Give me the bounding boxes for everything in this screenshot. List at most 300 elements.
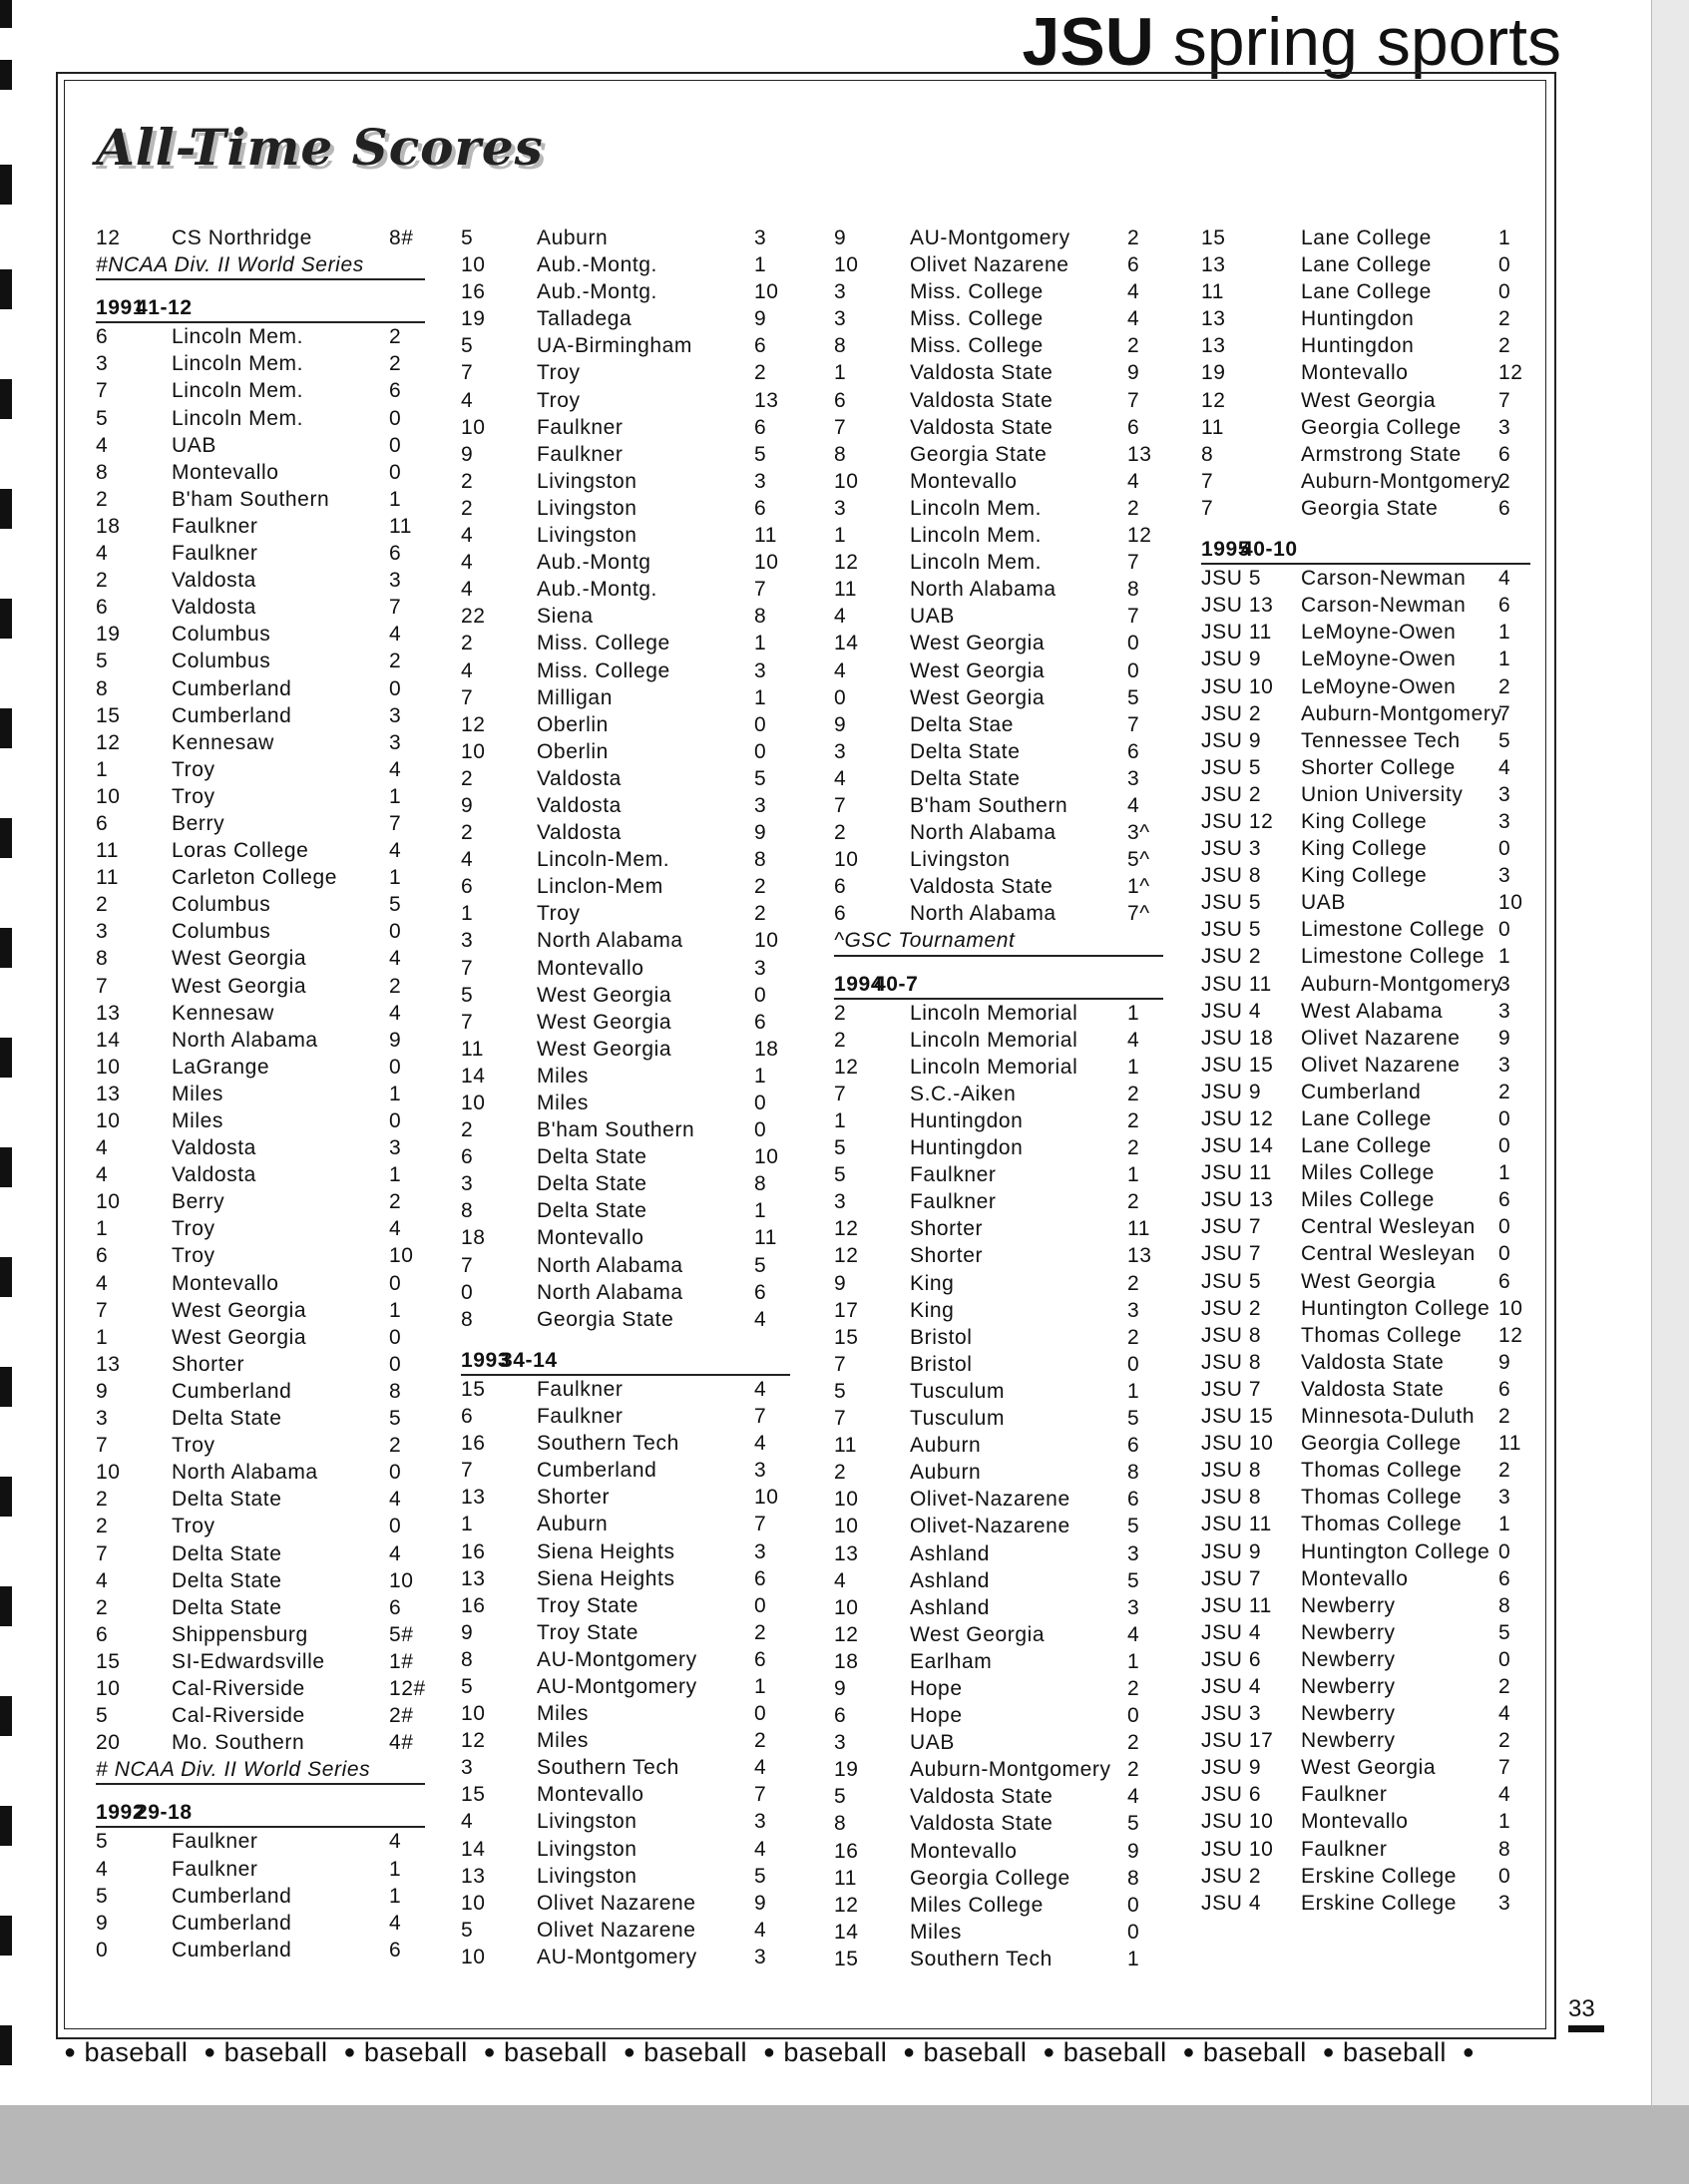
score-row bbox=[834, 657, 1163, 684]
opponent: Troy bbox=[172, 1434, 215, 1458]
score-row bbox=[1201, 1079, 1530, 1105]
score-row bbox=[1201, 1890, 1530, 1917]
opponent: Montevallo bbox=[1301, 361, 1409, 385]
opponent: Lincoln Mem. bbox=[172, 379, 304, 403]
opponent-score: 1 bbox=[389, 1082, 402, 1105]
score-row bbox=[461, 1646, 790, 1673]
score-row bbox=[1201, 1484, 1530, 1511]
opponent: Troy bbox=[172, 757, 215, 781]
opponent-score: 6 bbox=[389, 1595, 402, 1619]
score-row bbox=[834, 1242, 1163, 1269]
opponent-score: 2 bbox=[1127, 1109, 1140, 1132]
score-row bbox=[461, 765, 790, 792]
opponent-score: 6 bbox=[389, 1938, 402, 1962]
season-year: 1993 bbox=[461, 1348, 511, 1372]
opponent: North Alabama bbox=[910, 821, 1056, 845]
opponent-score: 0 bbox=[1498, 1647, 1511, 1671]
opponent-score: 1 bbox=[1127, 1001, 1140, 1025]
opponent-score: 2 bbox=[1498, 674, 1511, 698]
opponent: Miles bbox=[172, 1109, 224, 1132]
season-record: 40-10 bbox=[1241, 538, 1298, 562]
jsu-score: 2 bbox=[96, 1515, 109, 1538]
jsu-score: JSU 8 bbox=[1201, 864, 1262, 888]
opponent: Olivet Nazarene bbox=[910, 253, 1069, 277]
jsu-score: 19 bbox=[461, 307, 486, 331]
opponent-score: 4 bbox=[1127, 1622, 1140, 1646]
score-row bbox=[834, 1946, 1163, 1972]
jsu-score: 9 bbox=[96, 1911, 109, 1935]
opponent-score: 3 bbox=[1498, 999, 1511, 1023]
jsu-score: 15 bbox=[461, 1783, 486, 1807]
opponent-score: 7 bbox=[754, 578, 767, 602]
score-row bbox=[1201, 1863, 1530, 1890]
opponent: Faulkner bbox=[537, 442, 624, 466]
score-row bbox=[461, 305, 790, 332]
opponent-score: 7 bbox=[754, 1783, 767, 1807]
jsu-score: 2 bbox=[834, 1461, 847, 1485]
opponent-score: 10 bbox=[1498, 891, 1523, 915]
jsu-score: 4 bbox=[461, 848, 474, 872]
opponent-score: 8 bbox=[389, 1379, 402, 1403]
jsu-score: 3 bbox=[461, 1756, 474, 1780]
score-row bbox=[834, 1324, 1163, 1351]
jsu-score: JSU 11 bbox=[1201, 1513, 1272, 1536]
score-row bbox=[834, 765, 1163, 792]
score-row bbox=[1201, 359, 1530, 386]
opponent-score: 2 bbox=[389, 352, 402, 376]
jsu-score: 8 bbox=[834, 442, 847, 466]
score-row bbox=[834, 1621, 1163, 1648]
score-row bbox=[834, 495, 1163, 522]
score-row bbox=[96, 1324, 425, 1351]
opponent: West Georgia bbox=[910, 685, 1046, 709]
score-row bbox=[461, 630, 790, 656]
season-year: 1992 bbox=[96, 1801, 146, 1825]
score-row bbox=[834, 1648, 1163, 1675]
score-row bbox=[96, 1729, 425, 1756]
score-row bbox=[96, 1027, 425, 1054]
score-row bbox=[834, 305, 1163, 332]
footnote-text: # NCAA Div. II World Series bbox=[96, 1758, 371, 1782]
score-row bbox=[461, 657, 790, 684]
jsu-score: 1 bbox=[834, 524, 847, 548]
jsu-score: 7 bbox=[834, 415, 847, 439]
score-row bbox=[461, 1170, 790, 1197]
opponent: Livingston bbox=[537, 1864, 637, 1888]
jsu-score: 18 bbox=[834, 1649, 859, 1673]
opponent: CS Northridge bbox=[172, 226, 312, 249]
opponent: Auburn bbox=[910, 1461, 982, 1485]
opponent: West Georgia bbox=[1301, 388, 1437, 412]
score-row bbox=[834, 792, 1163, 819]
score-row bbox=[834, 630, 1163, 656]
jsu-score: 16 bbox=[461, 280, 486, 304]
opponent: Newberry bbox=[1301, 1729, 1396, 1753]
opponent: West Georgia bbox=[537, 1037, 672, 1061]
jsu-score: JSU 5 bbox=[1201, 567, 1262, 591]
opponent: King College bbox=[1301, 809, 1428, 833]
score-row bbox=[834, 1756, 1163, 1783]
jsu-score: 14 bbox=[461, 1064, 486, 1088]
score-row bbox=[1201, 889, 1530, 916]
jsu-score: 6 bbox=[461, 875, 474, 899]
jsu-score: JSU 12 bbox=[1201, 1107, 1274, 1130]
opponent-score: 11 bbox=[1127, 1217, 1150, 1241]
opponent-score: 0 bbox=[754, 1118, 767, 1142]
score-row bbox=[834, 441, 1163, 468]
score-row bbox=[1201, 1781, 1530, 1808]
score-row bbox=[96, 1297, 425, 1324]
opponent-score: 7 bbox=[754, 1405, 767, 1429]
jsu-score: 13 bbox=[461, 1486, 486, 1510]
opponent: Lincoln Memorial bbox=[910, 1028, 1078, 1052]
jsu-score: 3 bbox=[461, 929, 474, 953]
jsu-score: 16 bbox=[461, 1539, 486, 1563]
jsu-score: 6 bbox=[96, 1622, 109, 1646]
score-row bbox=[461, 224, 790, 251]
opponent: West Georgia bbox=[910, 632, 1046, 655]
opponent: Minnesota-Duluth bbox=[1301, 1405, 1476, 1429]
jsu-score: 13 bbox=[461, 1566, 486, 1590]
score-row bbox=[96, 1405, 425, 1432]
opponent: Valdosta bbox=[172, 569, 256, 593]
opponent-score: 0 bbox=[1498, 837, 1511, 861]
binding-mark bbox=[0, 1477, 12, 1517]
opponent-score: 7 bbox=[1127, 605, 1140, 629]
opponent: Faulkner bbox=[172, 542, 258, 566]
score-row bbox=[96, 918, 425, 945]
opponent-score: 8 bbox=[754, 848, 767, 872]
opponent: Lincoln Mem. bbox=[172, 352, 304, 376]
season-year: 1991 bbox=[96, 296, 146, 320]
jsu-score: 6 bbox=[461, 1145, 474, 1169]
opponent: Cumberland bbox=[172, 1884, 292, 1908]
opponent: B'ham Southern bbox=[172, 487, 330, 511]
score-row bbox=[96, 405, 425, 432]
opponent: Cumberland bbox=[172, 1911, 292, 1935]
opponent-score: 1 bbox=[1498, 1161, 1511, 1185]
opponent-score: 4 bbox=[1498, 1783, 1511, 1807]
opponent-score: 0 bbox=[1498, 1215, 1511, 1239]
jsu-score: 14 bbox=[834, 632, 859, 655]
score-row bbox=[834, 468, 1163, 495]
opponent-score: 0 bbox=[389, 1055, 402, 1079]
opponent-score: 13 bbox=[1127, 1244, 1152, 1268]
opponent: UA-Birmingham bbox=[537, 334, 692, 358]
score-row bbox=[461, 359, 790, 386]
score-row bbox=[96, 1856, 425, 1883]
opponent-score: 1 bbox=[1498, 945, 1511, 969]
jsu-score: 2 bbox=[461, 469, 474, 493]
jsu-score: 11 bbox=[461, 1037, 484, 1061]
score-row bbox=[461, 1063, 790, 1090]
score-row bbox=[1201, 1538, 1530, 1565]
jsu-score: 20 bbox=[96, 1731, 121, 1755]
jsu-score: 10 bbox=[96, 1109, 121, 1132]
opponent-score: 2 bbox=[1127, 1325, 1140, 1349]
opponent-score: 1 bbox=[389, 784, 402, 808]
jsu-score: 10 bbox=[834, 1515, 859, 1538]
jsu-score: 12 bbox=[834, 1622, 859, 1646]
jsu-score: 3 bbox=[834, 1190, 847, 1214]
opponent: AU-Montgomery bbox=[537, 1945, 697, 1968]
opponent-score: 4 bbox=[389, 1541, 402, 1565]
opponent: Montevallo bbox=[172, 460, 279, 484]
score-row bbox=[96, 702, 425, 729]
jsu-score: 8 bbox=[461, 1199, 474, 1223]
opponent: Hope bbox=[910, 1704, 963, 1728]
score-row bbox=[834, 900, 1163, 927]
jsu-score: 9 bbox=[461, 1620, 474, 1644]
score-row bbox=[1201, 998, 1530, 1025]
opponent-score: 1 bbox=[1498, 621, 1511, 645]
score-row bbox=[834, 1027, 1163, 1054]
opponent-score: 18 bbox=[754, 1037, 779, 1061]
jsu-score: 3 bbox=[96, 1407, 109, 1431]
header-title-bold: JSU bbox=[1022, 4, 1154, 80]
opponent: Valdosta State bbox=[910, 415, 1054, 439]
opponent: SI-Edwardsville bbox=[172, 1649, 325, 1673]
opponent: Cumberland bbox=[172, 676, 292, 700]
binding-mark bbox=[0, 269, 12, 309]
opponent: Auburn-Montgomery bbox=[1301, 972, 1502, 996]
opponent-score: 8 bbox=[1498, 1593, 1511, 1617]
jsu-score: 14 bbox=[834, 1920, 859, 1944]
footer-word: baseball bbox=[84, 2037, 189, 2067]
bullet-icon: ● bbox=[64, 2041, 77, 2063]
opponent: Aub.-Montg. bbox=[537, 578, 657, 602]
binding-mark bbox=[0, 379, 12, 419]
score-row bbox=[834, 549, 1163, 576]
opponent: Faulkner bbox=[1301, 1837, 1388, 1861]
score-row bbox=[461, 1863, 790, 1890]
binding-mark bbox=[0, 0, 12, 28]
opponent: Montevallo bbox=[910, 469, 1018, 493]
opponent-score: 5 bbox=[754, 1864, 767, 1888]
footer-word: baseball bbox=[643, 2037, 747, 2067]
opponent: Shorter bbox=[910, 1217, 984, 1241]
jsu-score: 5 bbox=[96, 1884, 109, 1908]
score-row bbox=[1201, 1132, 1530, 1159]
opponent-score: 3 bbox=[389, 1136, 402, 1160]
jsu-score: JSU 2 bbox=[1201, 701, 1262, 725]
opponent: Livingston bbox=[537, 469, 637, 493]
opponent: Miss. College bbox=[537, 632, 670, 655]
jsu-score: JSU 3 bbox=[1201, 837, 1262, 861]
opponent-score: 2 bbox=[1498, 1729, 1511, 1753]
score-row bbox=[834, 414, 1163, 441]
jsu-score: 8 bbox=[96, 947, 109, 971]
opponent-score: 0 bbox=[754, 1092, 767, 1114]
opponent: Miles bbox=[537, 1702, 590, 1726]
jsu-score: 10 bbox=[96, 1676, 121, 1700]
opponent: Miles College bbox=[1301, 1161, 1435, 1185]
opponent-score: 0 bbox=[389, 1515, 402, 1538]
jsu-score: 12 bbox=[834, 1055, 859, 1079]
jsu-score: 6 bbox=[834, 1704, 847, 1728]
score-row bbox=[461, 900, 790, 927]
binding-mark bbox=[0, 489, 12, 529]
opponent: Valdosta bbox=[537, 766, 622, 790]
jsu-score: 12 bbox=[96, 226, 121, 249]
opponent: West Georgia bbox=[172, 1325, 307, 1349]
season-record: 29-18 bbox=[136, 1801, 193, 1825]
jsu-score: 14 bbox=[461, 1837, 486, 1861]
opponent-score: 2 bbox=[1498, 334, 1511, 358]
opponent: Valdosta State bbox=[1301, 1350, 1445, 1374]
opponent-score: 4 bbox=[389, 1488, 402, 1512]
jsu-score: 5 bbox=[461, 983, 474, 1007]
opponent-score: 1 bbox=[754, 632, 767, 655]
score-row bbox=[96, 891, 425, 918]
jsu-score: 6 bbox=[96, 1244, 109, 1268]
jsu-score: 9 bbox=[834, 226, 847, 249]
opponent-score: 2 bbox=[389, 974, 402, 998]
jsu-score: 13 bbox=[461, 1864, 486, 1888]
jsu-score: 9 bbox=[834, 712, 847, 736]
opponent: Huntington College bbox=[1301, 1296, 1490, 1320]
opponent-score: 9 bbox=[1498, 1350, 1511, 1374]
score-row bbox=[1201, 1592, 1530, 1619]
score-row bbox=[461, 1781, 790, 1808]
score-row bbox=[96, 513, 425, 540]
opponent: Montevallo bbox=[537, 1783, 644, 1807]
score-row bbox=[834, 1351, 1163, 1378]
jsu-score: 0 bbox=[834, 685, 847, 709]
opponent: Mo. Southern bbox=[172, 1731, 305, 1755]
score-row bbox=[461, 441, 790, 468]
score-row bbox=[834, 1838, 1163, 1865]
opponent: Cal-Riverside bbox=[172, 1704, 305, 1728]
opponent-score: 2 bbox=[1127, 1136, 1140, 1160]
season-record: 34-14 bbox=[501, 1348, 558, 1372]
score-row bbox=[96, 1513, 425, 1539]
score-row bbox=[96, 1540, 425, 1567]
jsu-score: 10 bbox=[461, 1891, 486, 1915]
jsu-score: 4 bbox=[834, 605, 847, 629]
jsu-score: 3 bbox=[834, 739, 847, 763]
jsu-score: JSU 9 bbox=[1201, 1539, 1262, 1563]
jsu-score: 10 bbox=[834, 1595, 859, 1619]
opponent: Siena bbox=[537, 605, 594, 629]
jsu-score: JSU 15 bbox=[1201, 1405, 1274, 1429]
score-row bbox=[96, 377, 425, 404]
jsu-score: 16 bbox=[461, 1432, 486, 1456]
score-row bbox=[96, 1081, 425, 1107]
score-row bbox=[96, 1486, 425, 1513]
opponent-score: 4 bbox=[389, 1217, 402, 1241]
jsu-score: 10 bbox=[834, 253, 859, 277]
score-row bbox=[461, 1592, 790, 1619]
score-row bbox=[1201, 1322, 1530, 1349]
opponent: Cumberland bbox=[537, 1459, 657, 1483]
opponent-score: 1 bbox=[754, 1199, 767, 1223]
jsu-score: 5 bbox=[461, 226, 474, 249]
footer-word: baseball bbox=[363, 2037, 468, 2067]
jsu-score: 5 bbox=[834, 1136, 847, 1160]
opponent-score: 4 bbox=[1127, 469, 1140, 493]
score-row bbox=[461, 684, 790, 711]
opponent: Tusculum bbox=[910, 1407, 1006, 1431]
opponent: North Alabama bbox=[910, 578, 1056, 602]
score-row bbox=[461, 278, 790, 305]
score-row bbox=[1201, 224, 1530, 251]
jsu-score: 19 bbox=[834, 1758, 859, 1782]
opponent-score: 4 bbox=[389, 947, 402, 971]
opponent: Auburn bbox=[537, 1513, 609, 1536]
jsu-score: 11 bbox=[96, 839, 119, 863]
footnote-text: ^GSC Tournament bbox=[834, 929, 1016, 953]
opponent: Georgia College bbox=[1301, 415, 1462, 439]
opponent-score: 5 bbox=[1498, 1620, 1511, 1644]
opponent-score: 3 bbox=[754, 658, 767, 682]
opponent: Livingston bbox=[910, 848, 1011, 872]
jsu-score: 12 bbox=[834, 1217, 859, 1241]
jsu-score: 3 bbox=[96, 920, 109, 944]
season-year: 1994 bbox=[834, 972, 884, 996]
score-row bbox=[834, 1892, 1163, 1919]
opponent: Tusculum bbox=[910, 1379, 1006, 1403]
opponent: Berry bbox=[172, 1190, 225, 1214]
opponent: Thomas College bbox=[1301, 1459, 1463, 1483]
bullet-icon: ● bbox=[483, 2041, 496, 2063]
opponent-score: 0 bbox=[389, 1325, 402, 1349]
opponent-score: 1 bbox=[389, 1298, 402, 1322]
jsu-score: JSU 7 bbox=[1201, 1215, 1262, 1239]
opponent-score: 11 bbox=[1498, 1432, 1521, 1456]
score-row bbox=[1201, 1619, 1530, 1646]
score-row bbox=[461, 1457, 790, 1484]
opponent: Faulkner bbox=[172, 514, 258, 538]
jsu-score: 7 bbox=[834, 1352, 847, 1376]
jsu-score: JSU 14 bbox=[1201, 1134, 1274, 1158]
opponent: UAB bbox=[1301, 891, 1346, 915]
opponent: Carson-Newman bbox=[1301, 594, 1467, 618]
jsu-score: JSU 10 bbox=[1201, 1810, 1274, 1834]
score-row bbox=[1201, 332, 1530, 359]
jsu-score: JSU 13 bbox=[1201, 594, 1274, 618]
opponent: Olivet Nazarene bbox=[1301, 1053, 1461, 1077]
jsu-score: 3 bbox=[834, 496, 847, 520]
score-row bbox=[96, 973, 425, 1000]
score-row bbox=[1201, 1052, 1530, 1079]
opponent-score: 2 bbox=[1127, 334, 1140, 358]
binding-mark bbox=[0, 1586, 12, 1626]
opponent: Auburn-Montgomery bbox=[910, 1758, 1111, 1782]
opponent: North Alabama bbox=[537, 1280, 683, 1304]
jsu-score: 10 bbox=[96, 1055, 121, 1079]
opponent-score: 2 bbox=[1127, 1676, 1140, 1700]
opponent-score: 9 bbox=[389, 1028, 402, 1052]
score-row bbox=[461, 1538, 790, 1565]
score-row bbox=[1201, 1213, 1530, 1240]
score-row bbox=[834, 738, 1163, 765]
jsu-score: 6 bbox=[96, 325, 109, 349]
score-row bbox=[461, 1116, 790, 1143]
jsu-score: 11 bbox=[1201, 280, 1224, 304]
opponent: North Alabama bbox=[910, 902, 1056, 926]
score-row bbox=[461, 1090, 790, 1116]
opponent: Olivet-Nazarene bbox=[910, 1488, 1070, 1512]
opponent-score: 2 bbox=[754, 1620, 767, 1644]
jsu-score: 18 bbox=[96, 514, 121, 538]
opponent-score: 5^ bbox=[1127, 848, 1150, 872]
opponent-score: 6 bbox=[1127, 1488, 1140, 1512]
opponent-score: 6 bbox=[389, 542, 402, 566]
score-row bbox=[461, 1430, 790, 1457]
score-row bbox=[461, 549, 790, 576]
score-row bbox=[461, 955, 790, 982]
